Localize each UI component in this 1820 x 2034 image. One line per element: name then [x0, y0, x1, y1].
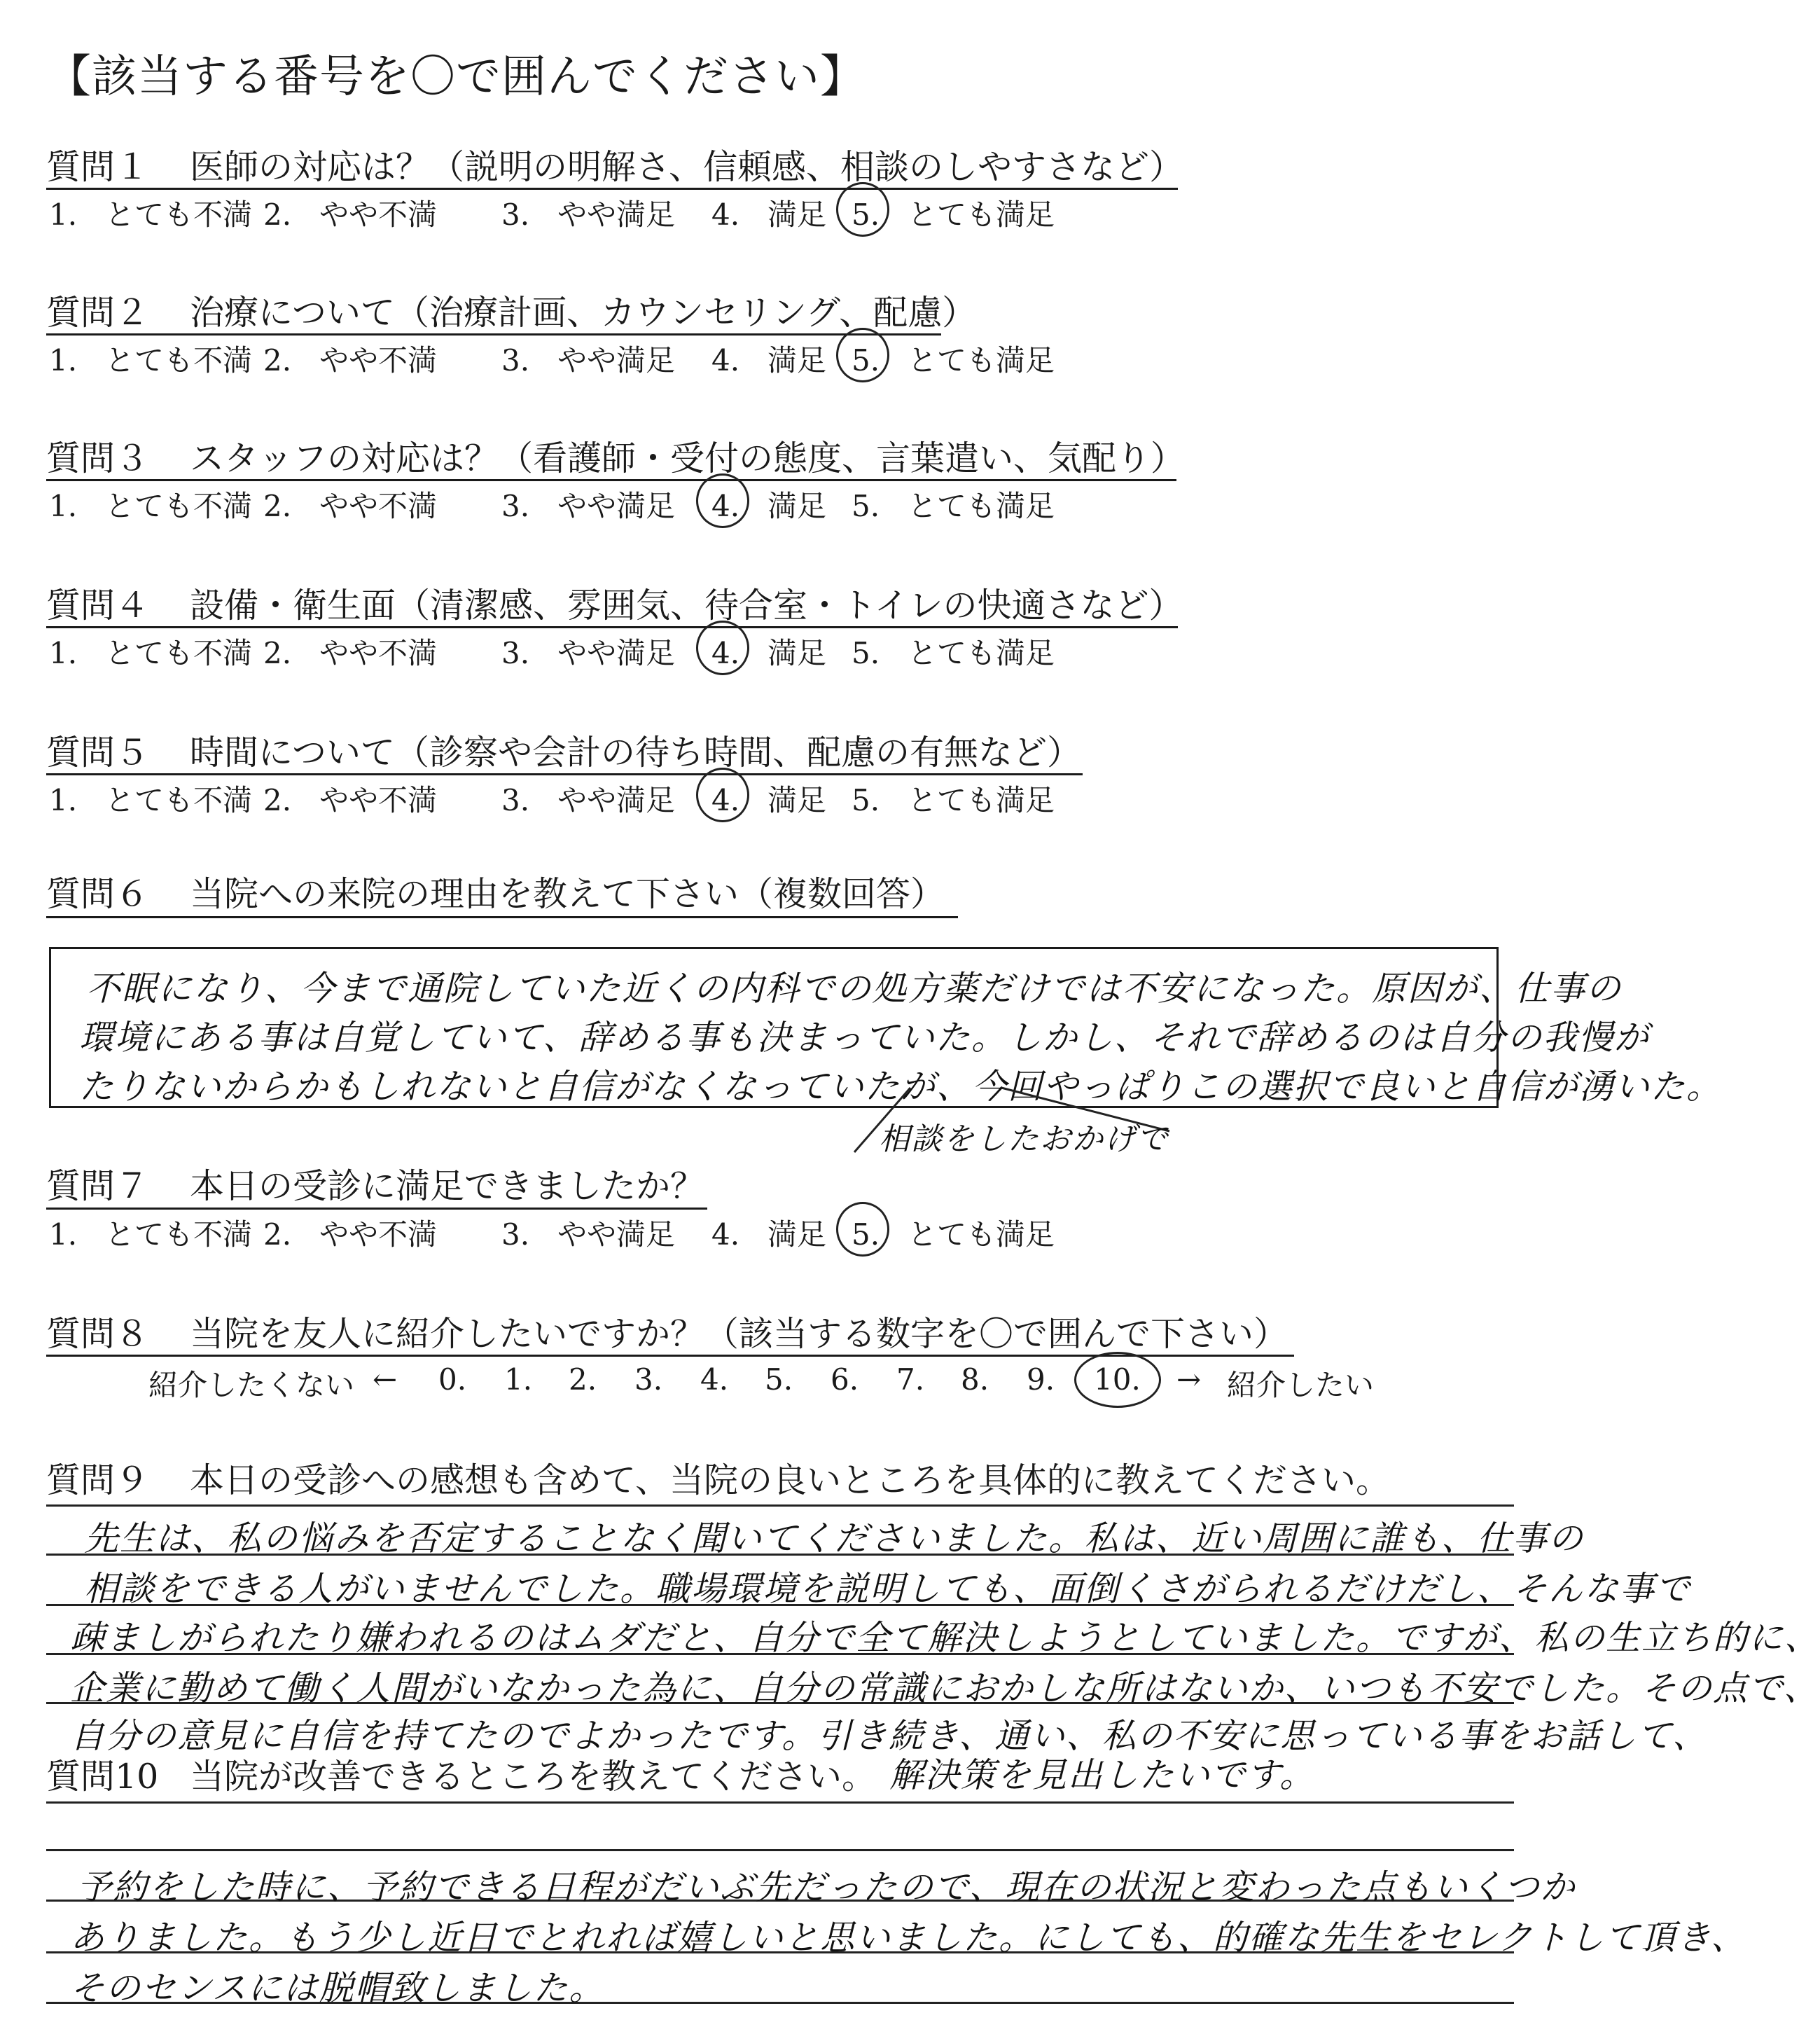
q8-scale-4[interactable]: 4.	[700, 1362, 729, 1397]
q8-text: 当院を友人に紹介したいですか？（該当する数字を〇で囲んで下さい）	[190, 1314, 1288, 1354]
q5-option-number: 1.	[49, 783, 78, 817]
q5-option-5[interactable]	[852, 777, 1055, 819]
q6-number: 質問６	[46, 874, 150, 914]
q7-selected-circle	[836, 1202, 889, 1257]
q3-option-3[interactable]	[501, 483, 675, 525]
q2-option-number: 4.	[711, 343, 740, 378]
q1-selected-circle	[836, 182, 889, 237]
q7-option-number: 3.	[501, 1217, 530, 1252]
q9-answer-line-2: 相談をできる人がいませんでした。職場環境を説明しても、面倒くさがられるだけだし、そんな事で	[84, 1569, 1692, 1609]
q4-option-number: 5.	[852, 636, 880, 670]
q4-option-label: 満足	[767, 636, 827, 670]
q6-insert-note: 相談をしたおかげで	[879, 1121, 1169, 1157]
q7-option-4[interactable]	[711, 1212, 826, 1254]
q9-answer-line-5: 自分の意見に自信を持てたのでよかったです。引き続き、通い、私の不安に思っている事をお話して、	[70, 1716, 1709, 1756]
q6-answer-line-2: 環境にある事は自覚していて、辞める事も決まっていた。しかし、それで辞めるのは自分の我慢が	[79, 1018, 1651, 1058]
q5-option-label: 満足	[767, 783, 827, 817]
q4-option-1[interactable]	[49, 630, 252, 672]
q3-option-number: 2.	[263, 489, 292, 523]
q2-option-number: 3.	[501, 343, 530, 378]
q2-option-3[interactable]	[501, 338, 675, 380]
q4-option-label: とても不満	[105, 636, 253, 670]
q9-answer-line-3: 疎ましがられたり嫌われるのはムダだと、自分で全て解決しようとしていました。ですが、私の生立ち的に、	[70, 1618, 1820, 1658]
q9-rule-1	[46, 1504, 1514, 1507]
q3-option-1[interactable]	[49, 483, 252, 525]
q3-text: スタッフの対応は？（看護師・受付の態度、言葉遣い、気配り）	[190, 438, 1186, 478]
q5-option-3[interactable]	[501, 777, 675, 819]
q8-scale-5[interactable]: 5.	[765, 1362, 793, 1397]
q4-option-label: やや満足	[557, 636, 676, 670]
q1-title	[46, 140, 1183, 189]
q5-option-number: 2.	[263, 783, 292, 817]
q2-selected-circle	[836, 328, 889, 382]
q3-title	[46, 431, 1185, 480]
q8-right-label: 紹介したい	[1227, 1368, 1375, 1402]
q1-option-4[interactable]	[711, 192, 826, 234]
q4-text: 設備・衛生面（清潔感、雰囲気、待合室・トイレの快適さなど）	[190, 586, 1183, 625]
q1-option-number: 2.	[263, 198, 292, 232]
q8-title	[46, 1307, 1288, 1356]
q5-option-2[interactable]	[263, 777, 437, 819]
q3-selected-circle	[696, 473, 749, 528]
q10-answer-line-1: 予約をした時に、予約できる日程がだいぶ先だったので、現在の状況と変わった点もいくつか	[77, 1867, 1576, 1907]
q10-answer-line-3: そのセンスには脱帽致しました。	[70, 1968, 605, 2008]
q8-scale-10[interactable]: 10.	[1094, 1362, 1141, 1397]
q7-option-1[interactable]	[49, 1212, 252, 1254]
q7-option-label: やや満足	[557, 1217, 676, 1252]
q3-number: 質問３	[46, 438, 150, 478]
q3-option-2[interactable]	[263, 483, 437, 525]
q7-text: 本日の受診に満足できましたか？	[190, 1166, 705, 1206]
q7-title	[46, 1159, 704, 1208]
q9-number: 質問９	[46, 1460, 150, 1500]
q10-rule-2	[46, 1849, 1514, 1851]
q5-selected-circle	[696, 768, 749, 822]
q6-answer-line-3: たりないからかもしれないと自信がなくなっていたが、今回やっぱりこの選択で良いと自信が湧いた。	[79, 1067, 1723, 1107]
q10-number: 質問10	[46, 1757, 159, 1797]
q5-option-1[interactable]	[49, 777, 252, 819]
q7-option-2[interactable]	[263, 1212, 437, 1254]
q3-option-label: とても不満	[105, 489, 253, 523]
q9-answer-tail: 解決策を見出したいです。	[889, 1755, 1316, 1795]
q6-text: 当院への来院の理由を教えて下さい（複数回答）	[190, 874, 945, 914]
q7-option-number: 4.	[711, 1217, 740, 1252]
q2-option-number: 2.	[263, 343, 292, 378]
q8-number: 質問８	[46, 1314, 150, 1354]
q8-selected-circle	[1074, 1352, 1161, 1408]
q7-option-3[interactable]	[501, 1212, 675, 1254]
q5-option-label: とても不満	[105, 783, 253, 817]
q9-text: 本日の受診への感想も含めて、当院の良いところを具体的に教えてください。	[190, 1460, 1391, 1500]
q3-option-label: とても満足	[908, 489, 1055, 523]
q2-option-label: とても不満	[105, 343, 253, 378]
q7-option-number: 1.	[49, 1217, 78, 1252]
q2-number: 質問２	[46, 293, 150, 333]
q8-scale-9[interactable]: 9.	[1027, 1362, 1055, 1397]
q10-answer-line-2: ありました。もう少し近日でとれれば嬉しいと思いました。にしても、的確な先生をセレクトして頂き、	[70, 1918, 1747, 1958]
q5-option-number: 5.	[852, 783, 880, 817]
q7-option-label: やや不満	[319, 1217, 438, 1252]
q2-option-label: やや不満	[319, 343, 438, 378]
q7-option-number: 5.	[852, 1217, 880, 1252]
q1-option-1[interactable]	[49, 192, 252, 234]
q1-option-2[interactable]	[263, 192, 437, 234]
q1-option-3[interactable]	[501, 192, 675, 234]
q3-option-label: やや満足	[557, 489, 676, 523]
q1-option-label: とても不満	[105, 198, 253, 232]
q3-option-number: 4.	[711, 489, 740, 523]
q10-rule-1	[46, 1801, 1514, 1804]
q4-selected-circle	[696, 621, 749, 675]
page-title: 【該当する番号を〇で囲んでください】	[46, 51, 866, 103]
q8-scale-7[interactable]: 7.	[896, 1362, 925, 1397]
q1-number: 質問１	[46, 147, 150, 187]
q5-text: 時間について（診察や会計の待ち時間、配慮の有無など）	[190, 733, 1082, 773]
q2-underline	[46, 333, 941, 335]
q3-option-label: やや不満	[319, 489, 438, 523]
q8-scale-0[interactable]: 0.	[438, 1362, 467, 1397]
q7-option-number: 2.	[263, 1217, 292, 1252]
q1-option-label: やや満足	[557, 198, 676, 232]
q9-answer-line-1: 先生は、私の悩みを否定することなく聞いてくださいました。私は、近い周囲に誰も、仕事の	[84, 1518, 1585, 1558]
q2-title	[46, 286, 976, 335]
q1-option-label: 満足	[767, 198, 827, 232]
q1-text: 医師の対応は？（説明の明解さ、信頼感、相談のしやすさなど）	[190, 147, 1184, 187]
q4-option-2[interactable]	[263, 630, 437, 672]
q2-option-1[interactable]	[49, 338, 252, 380]
q9-answer-line-4: 企業に勤めて働く人間がいなかった為に、自分の常識におかしな所はないか、いつも不安でした。その点で、	[70, 1668, 1820, 1708]
q5-option-label: やや満足	[557, 783, 676, 817]
q1-option-number: 4.	[711, 198, 740, 232]
q2-option-number: 5.	[852, 343, 880, 378]
q5-underline	[46, 773, 1083, 775]
q5-title	[46, 726, 1081, 775]
q6-answer-box[interactable]	[49, 947, 1723, 1108]
q4-underline	[46, 626, 1178, 628]
q2-option-number: 1.	[49, 343, 78, 378]
q10-text: 当院が改善できるところを教えてください。	[190, 1757, 877, 1797]
q3-option-number: 1.	[49, 489, 78, 523]
q2-option-label: やや満足	[557, 343, 676, 378]
q4-option-number: 1.	[49, 636, 78, 670]
q1-option-number: 5.	[852, 198, 880, 232]
q4-option-label: とても満足	[908, 636, 1055, 670]
q8-scale-2[interactable]: 2.	[569, 1362, 597, 1397]
q5-option-label: やや不満	[319, 783, 438, 817]
q7-option-label: 満足	[767, 1217, 827, 1252]
q6-title	[46, 867, 945, 916]
q5-option-number: 3.	[501, 783, 530, 817]
q4-option-number: 2.	[263, 636, 292, 670]
q4-option-label: やや不満	[319, 636, 438, 670]
q7-underline	[46, 1208, 707, 1210]
q2-option-label: とても満足	[908, 343, 1055, 378]
q5-option-number: 4.	[711, 783, 740, 817]
q8-scale-1[interactable]: 1.	[504, 1362, 533, 1397]
q4-title	[46, 579, 1183, 628]
q2-option-label: 満足	[767, 343, 827, 378]
q5-number: 質問５	[46, 733, 150, 773]
q8-left-label: 紹介したくない	[148, 1368, 355, 1402]
q4-number: 質問４	[46, 586, 150, 625]
q4-option-number: 4.	[711, 636, 740, 670]
q8-scale-3[interactable]: 3.	[634, 1362, 663, 1397]
q10-title	[46, 1750, 876, 1799]
q7-option-label: とても満足	[908, 1217, 1055, 1252]
q2-text: 治療について（治療計画、カウンセリング、配慮）	[190, 293, 977, 333]
q1-option-number: 1.	[49, 198, 78, 232]
q6-answer-line-1: 不眠になり、今まで通院していた近くの内科での処方薬だけでは不安になった。原因が、仕事の	[86, 969, 1623, 1009]
q1-option-label: とても満足	[908, 198, 1055, 232]
q3-option-label: 満足	[767, 489, 827, 523]
q5-option-label: とても満足	[908, 783, 1055, 817]
q8-left-arrow: ←	[373, 1362, 398, 1397]
q4-option-3[interactable]	[501, 630, 675, 672]
q3-underline	[46, 479, 1176, 481]
q3-option-5[interactable]	[852, 483, 1055, 525]
q8-scale-6[interactable]: 6.	[831, 1362, 859, 1397]
q7-option-label: とても不満	[105, 1217, 253, 1252]
q4-option-5[interactable]	[852, 630, 1055, 672]
q1-underline	[46, 188, 1178, 190]
q7-number: 質問７	[46, 1166, 150, 1206]
q1-option-label: やや不満	[319, 198, 438, 232]
q2-option-2[interactable]	[263, 338, 437, 380]
q8-scale-8[interactable]: 8.	[961, 1362, 989, 1397]
q4-option-number: 3.	[501, 636, 530, 670]
q2-option-4[interactable]	[711, 338, 826, 380]
q9-title	[46, 1453, 1390, 1502]
q8-right-arrow: →	[1176, 1362, 1202, 1397]
q3-option-number: 3.	[501, 489, 530, 523]
q1-option-number: 3.	[501, 198, 530, 232]
q3-option-number: 5.	[852, 489, 880, 523]
q6-underline	[46, 916, 958, 918]
